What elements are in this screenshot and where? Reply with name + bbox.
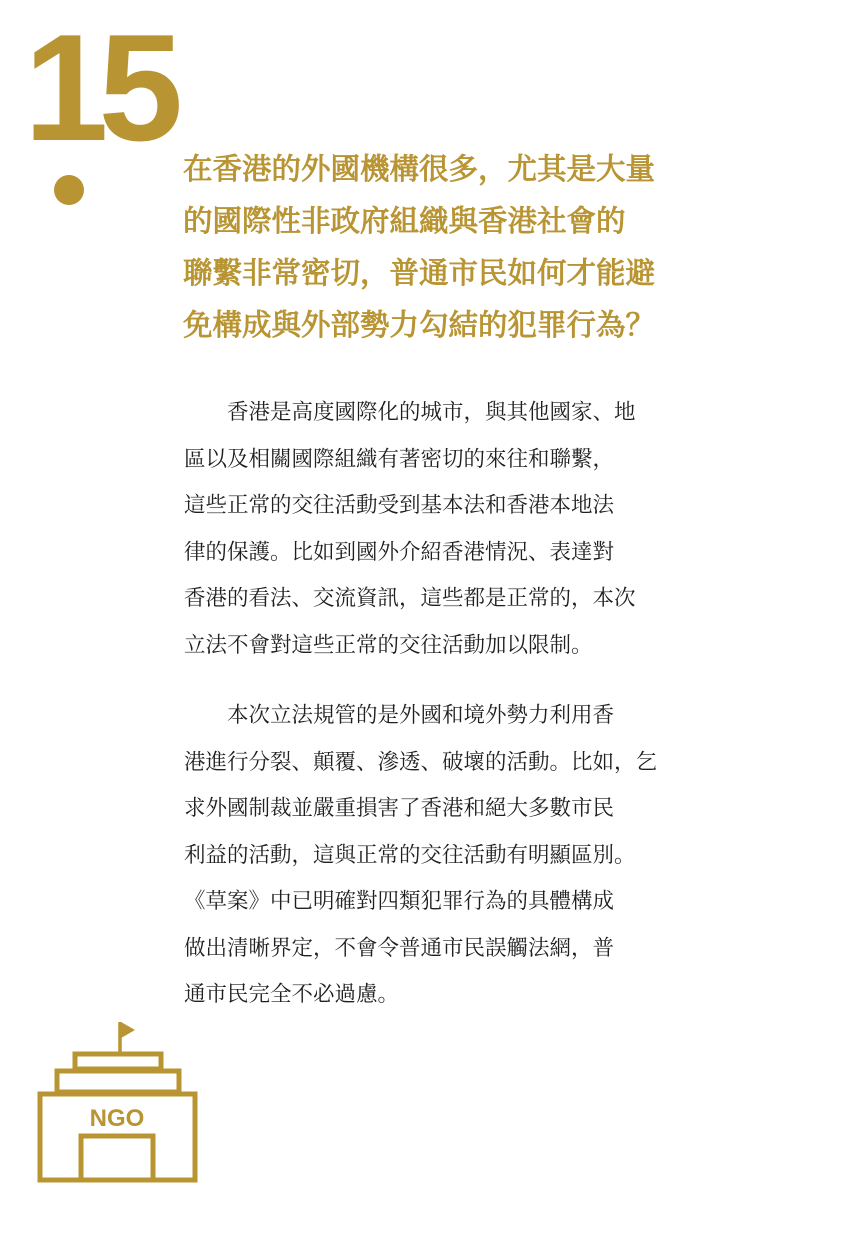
question-line: 免構成與外部勢力勾結的犯罪行為？: [183, 308, 656, 342]
paragraph-line: 港進行分裂、顛覆、滲透、破壞的活動。比如，乞: [184, 749, 658, 775]
paragraph-line: 這些正常的交往活動受到基本法和香港本地法: [184, 493, 615, 518]
paragraph-line: 香港是高度國際化的城市，與其他國家、地: [184, 400, 636, 425]
answer-body: [184, 390, 714, 1019]
paragraph-line: 《草案》中已明確對四類犯罪行為的具體構成: [184, 889, 615, 914]
paragraph-line: 做出清晰界定，不會令普通市民誤觸法網，普: [184, 935, 615, 961]
question-line: 的國際性非政府組織與香港社會的: [183, 204, 626, 238]
answer-paragraph-1: [184, 390, 714, 669]
answer-paragraph-2: [184, 693, 714, 1019]
number-dot: [54, 175, 84, 205]
paragraph-line: 區以及相關國際組織有著密切的來往和聯繫，: [184, 446, 615, 472]
question-heading: [183, 143, 723, 351]
paragraph-line: 通市民完全不必過慮。: [184, 982, 400, 1007]
paragraph-line: 求外國制裁並嚴重損害了香港和絕大多數市民: [184, 796, 615, 821]
paragraph-line: 立法不會對這些正常的交往活動加以限制。: [184, 632, 593, 658]
ngo-label: NGO: [89, 1105, 145, 1132]
paragraph-line: 利益的活動，這與正常的交往活動有明顯區別。: [184, 842, 636, 868]
question-line: 聯繫非常密切，普通市民如何才能避: [183, 256, 656, 290]
question-line: 在香港的外國機構很多，尤其是大量: [183, 152, 656, 186]
ngo-building-icon: [36, 1020, 201, 1190]
paragraph-line: 本次立法規管的是外國和境外勢力利用香: [184, 703, 615, 728]
paragraph-line: 香港的看法、交流資訊，這些都是正常的，本次: [184, 586, 636, 611]
question-number: 15: [24, 3, 174, 173]
paragraph-line: 律的保護。比如到國外介紹香港情況、表達對: [184, 539, 615, 565]
